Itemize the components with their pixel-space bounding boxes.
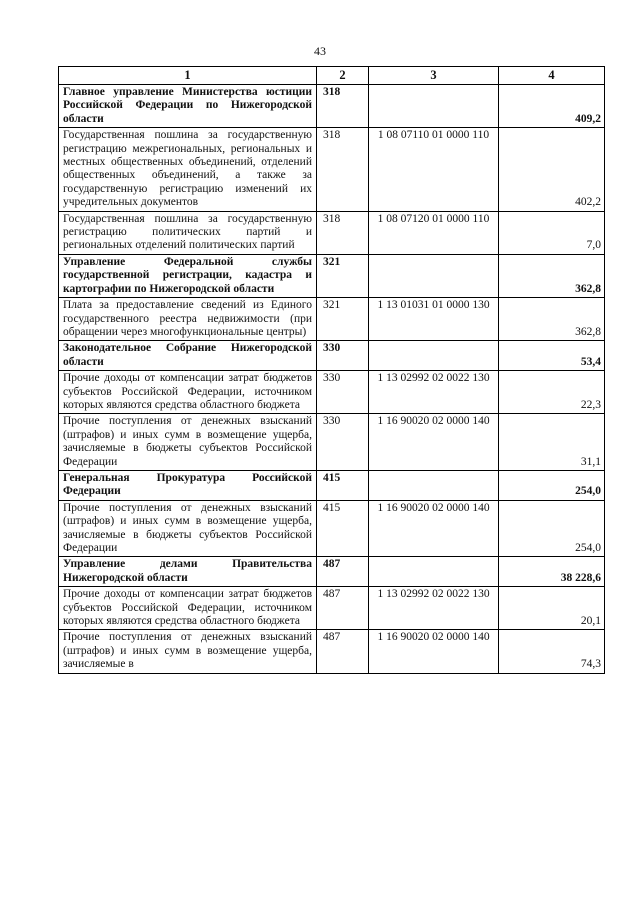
row-name: Законодательное Собрание Нижегородской области bbox=[59, 341, 317, 371]
table-row bbox=[59, 414, 605, 471]
row-code: 487 bbox=[317, 587, 369, 630]
table-row bbox=[59, 298, 605, 341]
table-row-administrator bbox=[59, 470, 605, 500]
column-header-4: 4 bbox=[499, 67, 605, 85]
row-kbk: 1 08 07110 01 0000 110 bbox=[369, 128, 499, 211]
column-header-3: 3 bbox=[369, 67, 499, 85]
table-row bbox=[59, 371, 605, 414]
table-row bbox=[59, 128, 605, 211]
row-name: Прочие поступления от денежных взысканий (штрафов) и иных сумм в возмещение ущерба, зачисляемые в бюджеты субъектов Российской Федерации bbox=[59, 500, 317, 557]
row-code: 321 bbox=[317, 254, 369, 297]
row-amount: 362,8 bbox=[499, 298, 605, 341]
row-amount: 53,4 bbox=[499, 341, 605, 371]
row-amount: 254,0 bbox=[499, 500, 605, 557]
row-kbk: 1 16 90020 02 0000 140 bbox=[369, 630, 499, 673]
table-row-administrator bbox=[59, 85, 605, 128]
column-header-2: 2 bbox=[317, 67, 369, 85]
column-header-1: 1 bbox=[59, 67, 317, 85]
row-kbk: 1 08 07120 01 0000 110 bbox=[369, 211, 499, 254]
row-name: Прочие поступления от денежных взысканий (штрафов) и иных сумм в возмещение ущерба, зачисляемые в бюджеты субъектов Российской Федерации bbox=[59, 414, 317, 471]
row-amount: 409,2 bbox=[499, 85, 605, 128]
row-code: 487 bbox=[317, 557, 369, 587]
table-row bbox=[59, 211, 605, 254]
table-row bbox=[59, 587, 605, 630]
table-row-administrator bbox=[59, 341, 605, 371]
page-number: 43 bbox=[314, 44, 326, 58]
row-code: 318 bbox=[317, 128, 369, 211]
row-amount: 20,1 bbox=[499, 587, 605, 630]
row-name: Прочие доходы от компенсации затрат бюджетов субъектов Российской Федерации, источником которых являются средства областного бюджета bbox=[59, 587, 317, 630]
row-kbk: 1 13 01031 01 0000 130 bbox=[369, 298, 499, 341]
row-amount: 38 228,6 bbox=[499, 557, 605, 587]
row-kbk: 1 13 02992 02 0022 130 bbox=[369, 587, 499, 630]
row-code: 330 bbox=[317, 414, 369, 471]
row-name: Государственная пошлина за государственную регистрацию межрегиональных, региональных и местных общественных объединений, отделений общественных объединений, а также за государственную регистрацию изменений их учредительных документов bbox=[59, 128, 317, 211]
row-amount: 362,8 bbox=[499, 254, 605, 297]
row-amount: 402,2 bbox=[499, 128, 605, 211]
table-row bbox=[59, 630, 605, 673]
table-header-row bbox=[59, 67, 605, 85]
row-amount: 7,0 bbox=[499, 211, 605, 254]
table-row-administrator bbox=[59, 557, 605, 587]
row-code: 330 bbox=[317, 371, 369, 414]
row-kbk: 1 16 90020 02 0000 140 bbox=[369, 500, 499, 557]
row-amount: 31,1 bbox=[499, 414, 605, 471]
row-code: 321 bbox=[317, 298, 369, 341]
row-name: Плата за предоставление сведений из Единого государственного реестра недвижимости (при обращении через многофункциональные центры) bbox=[59, 298, 317, 341]
row-code: 330 bbox=[317, 341, 369, 371]
row-kbk: 1 13 02992 02 0022 130 bbox=[369, 371, 499, 414]
row-kbk bbox=[369, 470, 499, 500]
row-name: Главное управление Министерства юстиции Российской Федерации по Нижегородской области bbox=[59, 85, 317, 128]
row-kbk bbox=[369, 254, 499, 297]
row-name: Генеральная Прокуратура Российской Федерации bbox=[59, 470, 317, 500]
row-kbk: 1 16 90020 02 0000 140 bbox=[369, 414, 499, 471]
revenue-table bbox=[58, 66, 605, 674]
table-row-administrator bbox=[59, 254, 605, 297]
row-name: Прочие поступления от денежных взысканий (штрафов) и иных сумм в возмещение ущерба, зачисляемые в bbox=[59, 630, 317, 673]
row-code: 318 bbox=[317, 85, 369, 128]
row-name: Управление Федеральной службы государственной регистрации, кадастра и картографии по Нижегородской области bbox=[59, 254, 317, 297]
row-amount: 254,0 bbox=[499, 470, 605, 500]
row-amount: 74,3 bbox=[499, 630, 605, 673]
row-amount: 22,3 bbox=[499, 371, 605, 414]
row-code: 487 bbox=[317, 630, 369, 673]
table-row bbox=[59, 500, 605, 557]
row-name: Прочие доходы от компенсации затрат бюджетов субъектов Российской Федерации, источником которых являются средства областного бюджета bbox=[59, 371, 317, 414]
row-code: 318 bbox=[317, 211, 369, 254]
row-code: 415 bbox=[317, 470, 369, 500]
row-code: 415 bbox=[317, 500, 369, 557]
row-name: Управление делами Правительства Нижегородской области bbox=[59, 557, 317, 587]
row-kbk bbox=[369, 341, 499, 371]
row-kbk bbox=[369, 85, 499, 128]
row-kbk bbox=[369, 557, 499, 587]
row-name: Государственная пошлина за государственную регистрацию политических партий и региональных отделений политических партий bbox=[59, 211, 317, 254]
